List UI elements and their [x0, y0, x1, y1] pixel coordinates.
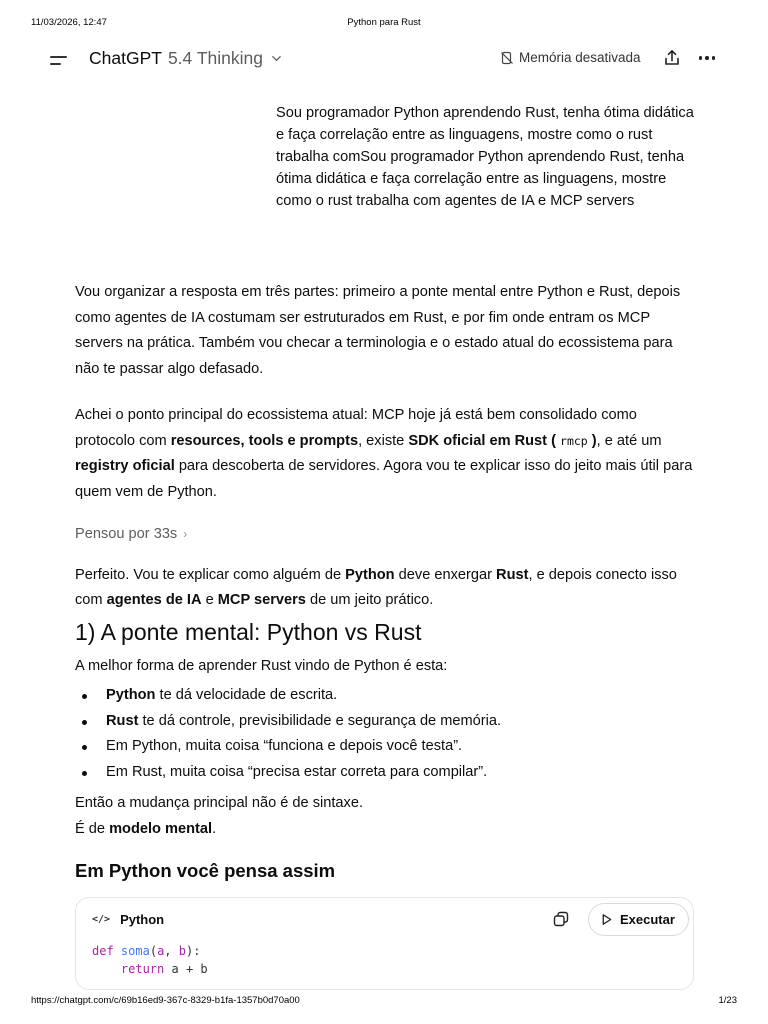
code-block: [75, 897, 694, 990]
list-item: Em Python, muita coisa “funciona e depois você testa”.: [75, 734, 700, 760]
assistant-paragraph: Achei o ponto principal do ecossistema atual: MCP hoje já está bem consolidado como protocolo com resources, tools e prompts, existe SDK oficial em Rust ( rmcp ), e até um registry oficial para descoberta de servidores. Agora vou te explicar isso do jeito mais útil para quem vem de Python.: [75, 407, 693, 500]
memory-status-label: Memória desativada: [519, 50, 641, 65]
thought-toggle[interactable]: [75, 522, 700, 548]
model-name: ChatGPT: [89, 48, 162, 68]
memory-status-button[interactable]: [500, 50, 641, 65]
thought-label: Pensou por 33s: [75, 526, 178, 542]
copy-icon[interactable]: [552, 910, 570, 928]
print-title: Python para Rust: [347, 17, 421, 28]
share-icon[interactable]: [662, 48, 682, 68]
more-icon[interactable]: [697, 48, 717, 68]
run-code-label: Executar: [620, 912, 675, 927]
model-selector[interactable]: [89, 48, 282, 69]
chevron-down-icon: [271, 53, 282, 64]
list-item: Rust te dá controle, previsibilidade e segurança de memória.: [75, 709, 700, 735]
assistant-response: [75, 280, 700, 898]
list-item: Python te dá velocidade de escrita.: [75, 683, 700, 709]
assistant-paragraph: Perfeito. Vou te explicar como alguém de Python deve enxergar Rust, e depois conecto isso com agentes de IA e MCP servers de um jeito prático.: [75, 566, 677, 608]
play-icon: [600, 913, 613, 926]
memory-off-icon: [500, 51, 514, 65]
bullet-list: [75, 683, 700, 785]
subsection-heading: Em Python você pensa assim: [75, 860, 336, 881]
inline-code: rmcp: [560, 433, 588, 448]
print-header: [0, 17, 768, 31]
sidebar-toggle-icon[interactable]: [50, 48, 74, 72]
assistant-paragraph: É de modelo mental.: [75, 820, 217, 837]
print-url: https://chatgpt.com/c/69b16ed9-367c-8329-b1fa-1357b0d70a00: [31, 995, 300, 1006]
assistant-paragraph: Então a mudança principal não é de sintaxe.: [75, 795, 364, 811]
code-block-header: [92, 912, 164, 927]
top-bar: [0, 44, 768, 74]
code-content: def soma(a, b): return a + b: [92, 944, 208, 976]
chevron-right-icon: ›: [183, 527, 188, 541]
assistant-paragraph: Vou organizar a resposta em três partes: primeiro a ponte mental entre Python e Rust, depois como agentes de IA costumam ser estruturados em Rust, e por fim onde entram os MCP servers na prática. Também vou checar a terminologia e o estado atual do ecossistema para não te passar algo defasado.: [75, 284, 681, 377]
print-date: 11/03/2026, 12:47: [31, 17, 107, 28]
code-icon: </>: [92, 914, 111, 925]
run-code-button[interactable]: [588, 903, 689, 936]
print-page-number: 1/23: [718, 995, 737, 1006]
list-item: Em Rust, muita coisa “precisa estar correta para compilar”.: [75, 760, 700, 786]
code-language: Python: [120, 912, 165, 927]
user-message: Sou programador Python aprendendo Rust, tenha ótima didática e faça correlação entre as linguagens, mostre como o rust trabalha comSou programador Python aprendendo Rust, tenha ótima didática e faça correlação entre as linguagens, mostre como o rust trabalha com agentes de IA e MCP servers: [276, 105, 694, 209]
section-heading: 1) A ponte mental: Python vs Rust: [75, 618, 422, 645]
model-version: 5.4 Thinking: [167, 48, 263, 68]
print-footer: [0, 995, 768, 1009]
assistant-paragraph: A melhor forma de aprender Rust vindo de Python é esta:: [75, 657, 448, 674]
